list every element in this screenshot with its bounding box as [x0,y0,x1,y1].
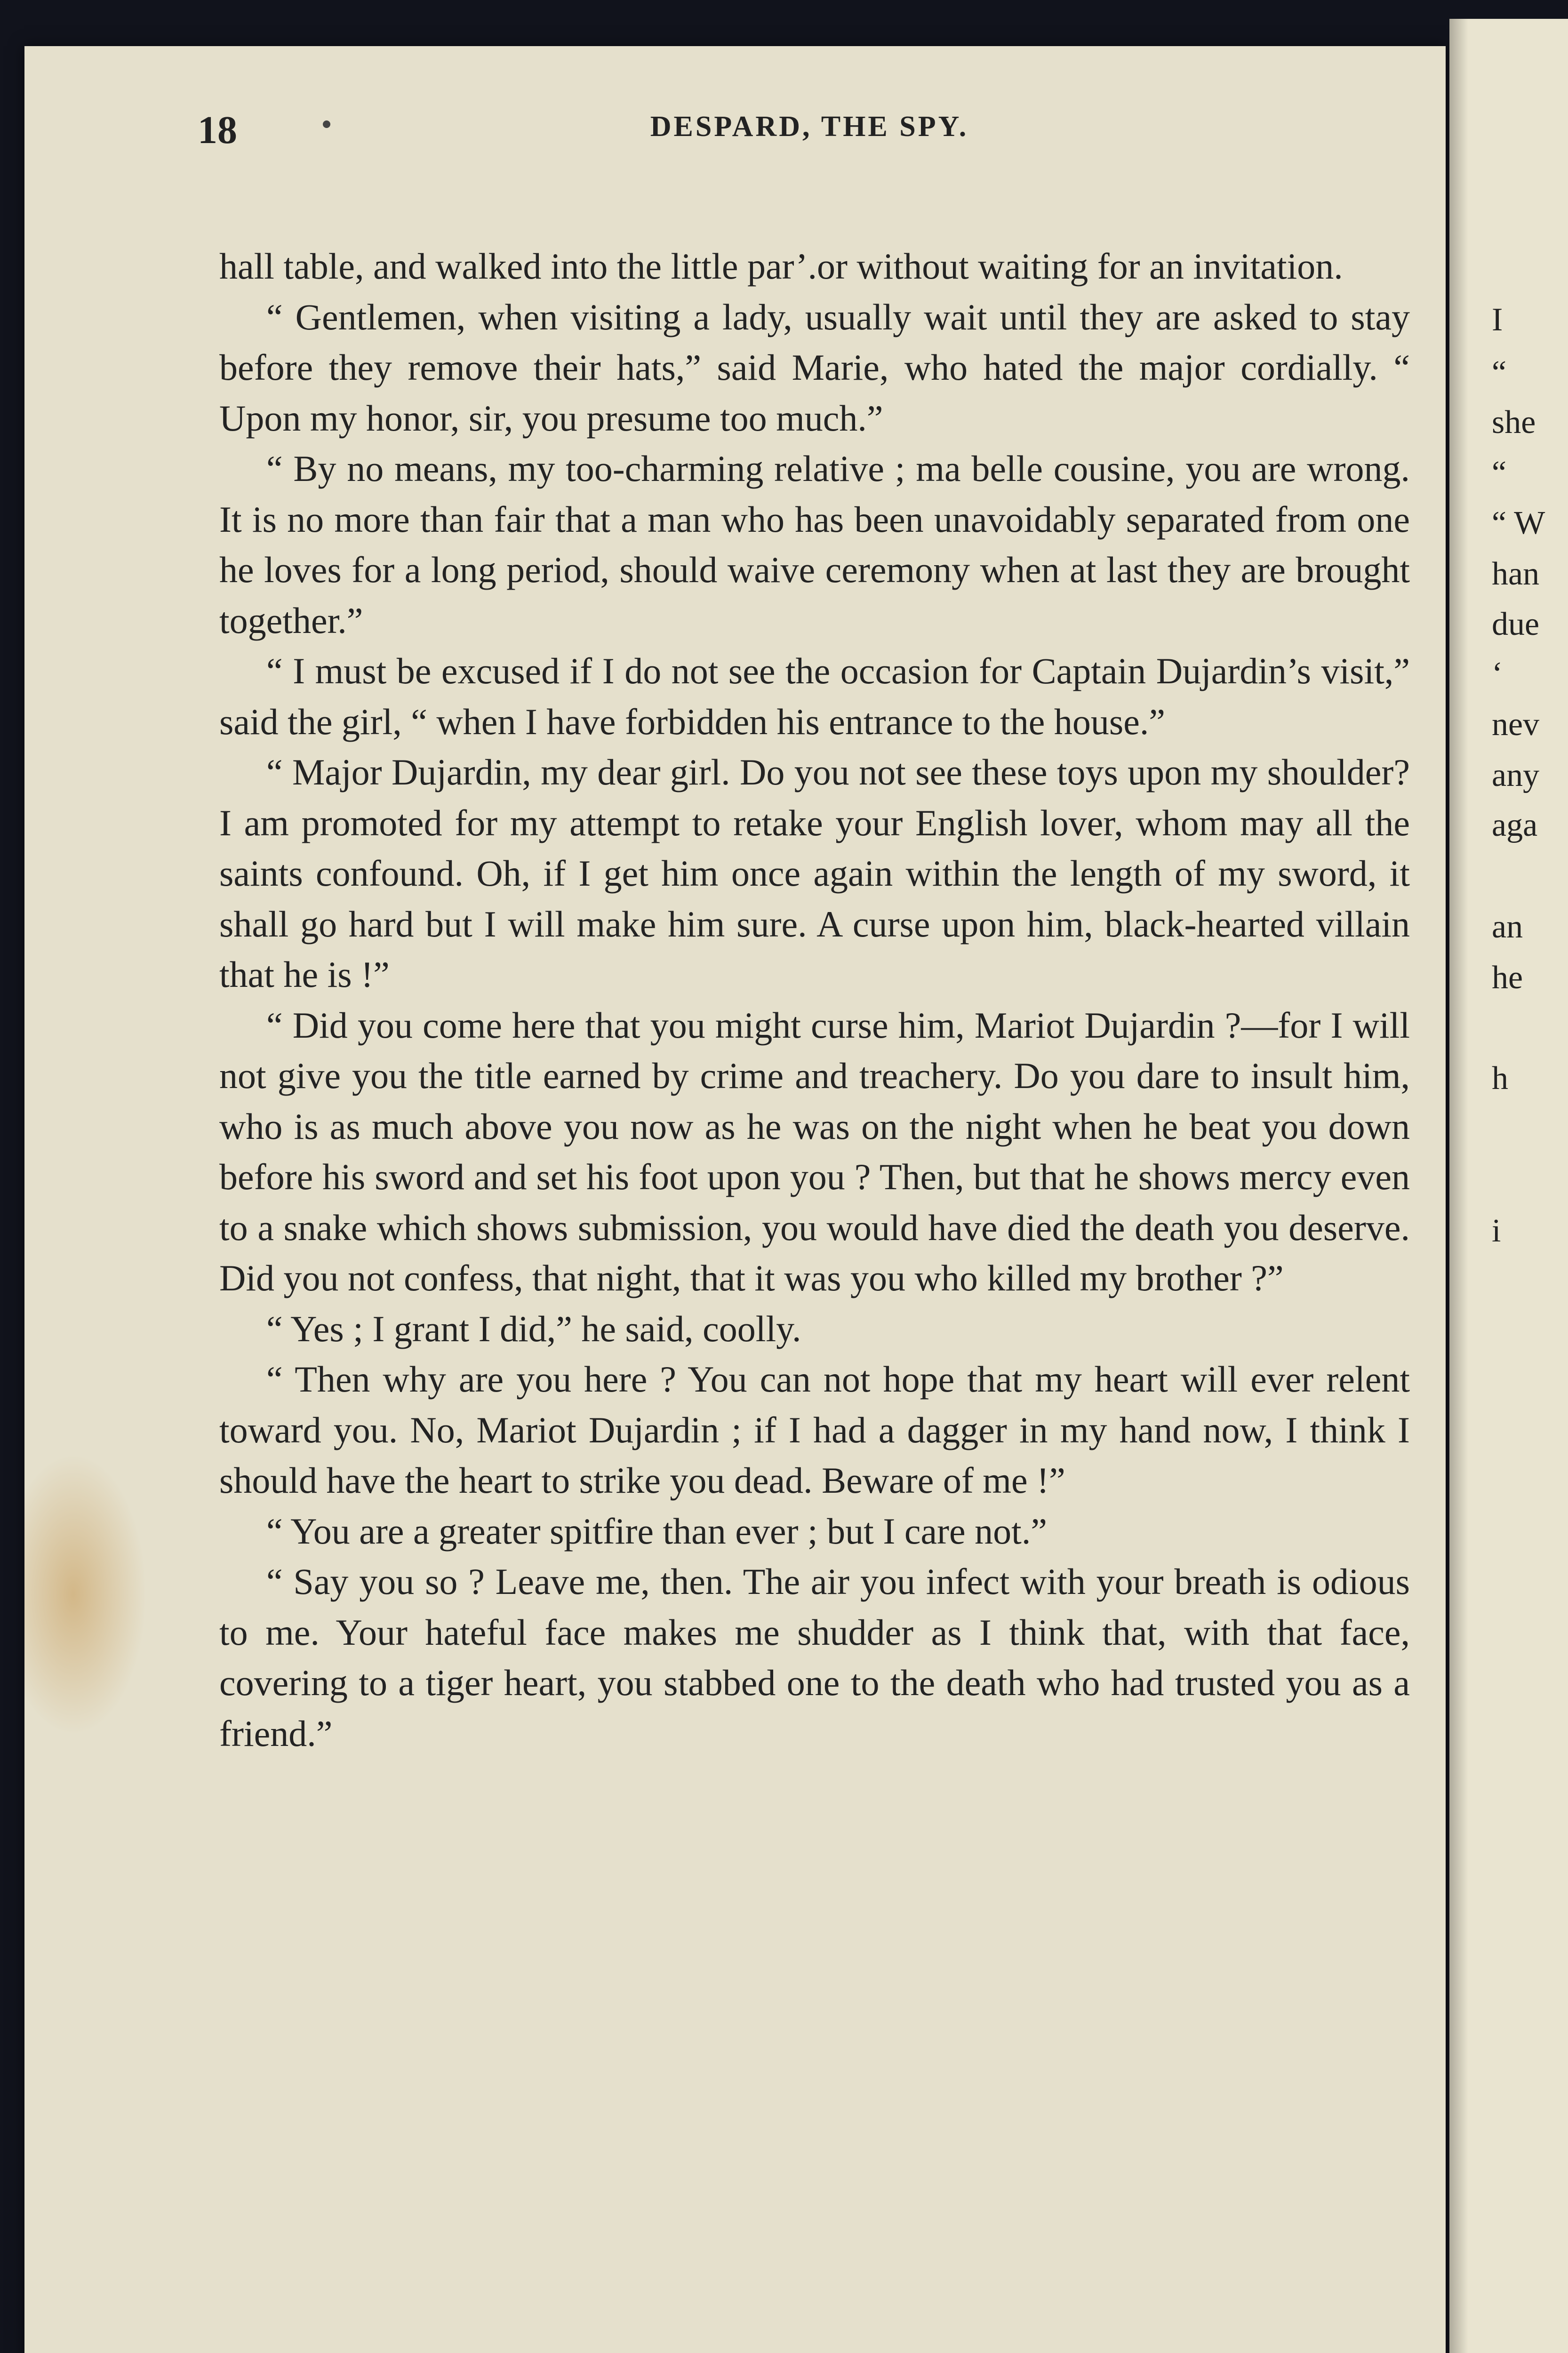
paragraph: “ You are a greater spitfire than ever ; but I care not.” [266,1510,1047,1552]
next-page-fragment: nev [1492,706,1540,743]
next-page-fragment: an [1492,909,1523,945]
paragraph: “ By no means, my too-charming relative ; ma belle cousine, you are wrong. It is no more than fair that a man who has been unavoidably separated from one he loves for a long period, should waive ceremony when at last they are brought together.” [219,448,1410,641]
next-page-fragment: i [1492,1213,1501,1249]
next-page-fragment: aga [1492,807,1538,843]
paragraph: “ Yes ; I grant I did,” he said, coolly. [266,1308,801,1349]
body-text [219,241,1410,1759]
next-page-fragment: any [1492,757,1540,793]
next-page-fragment: “ W [1492,505,1545,541]
next-page-fragment: I [1492,302,1503,338]
paragraph: “ I must be excused if I do not see the occasion for Captain Dujardin’s visit,” said the girl, “ when I have forbidden his entrance to the house.” [219,650,1410,742]
next-page-fragment: han [1492,556,1540,592]
paragraph: “ Did you come here that you might curse him, Mariot Dujardin ?—for I will not give you the title earned by crime and treachery. Do you dare to insult him, who is as much above you now as he was on the night when he beat you down before his sword and set his foot upon you ? Then, but that he shows mercy even to a snake which shows submission, you would have died the death you deserve. Did you not confess, that night, that it was you who killed my brother ?” [219,1004,1410,1298]
page-header [198,107,1421,173]
next-page-fragment: she [1492,404,1536,440]
paragraph: “ Then why are you here ? You can not hope that my heart will ever relent toward you. No, Mariot Dujardin ; if I had a dagger in my hand now, I think I should have the heart to strike you dead. Beware of me !” [219,1359,1410,1501]
page-number: 18 [198,108,237,152]
next-page-fragment: due [1492,606,1540,642]
next-page-fragment: ‘ [1492,656,1503,692]
next-page-fragment: “ [1492,354,1507,391]
next-page-fragment: h [1492,1060,1508,1096]
next-page-fragment: “ [1492,455,1507,491]
paragraph: hall table, and walked into the little par’.or without waiting for an invitation. [219,246,1343,287]
paragraph: “ Gentlemen, when visiting a lady, usually wait until they are asked to stay before they remove their hats,” said Marie, who hated the major cordially. “ Upon my honor, sir, you presume too much.” [219,296,1410,439]
paragraph: “ Major Dujardin, my dear girl. Do you not see these toys upon my shoulder? I am promoted for my attempt to retake your English lover, whom may all the saints confound. Oh, if I get him once again within the length of my sword, it shall go hard but I will make him sure. A curse upon him, black-hearted villain that he is !” [219,752,1410,995]
adjacent-page-edge [1449,19,1568,2353]
paragraph: “ Say you so ? Leave me, then. The air you infect with your breath is odious to me. Your hateful face makes me shudder as I think that, with that face, covering to a tiger heart, you stabbed one to the death who had trusted you as a friend.” [219,1561,1410,1754]
water-stain [24,1453,147,1736]
running-head: DESPARD, THE SPY. [650,111,969,143]
next-page-fragment: he [1492,960,1523,996]
